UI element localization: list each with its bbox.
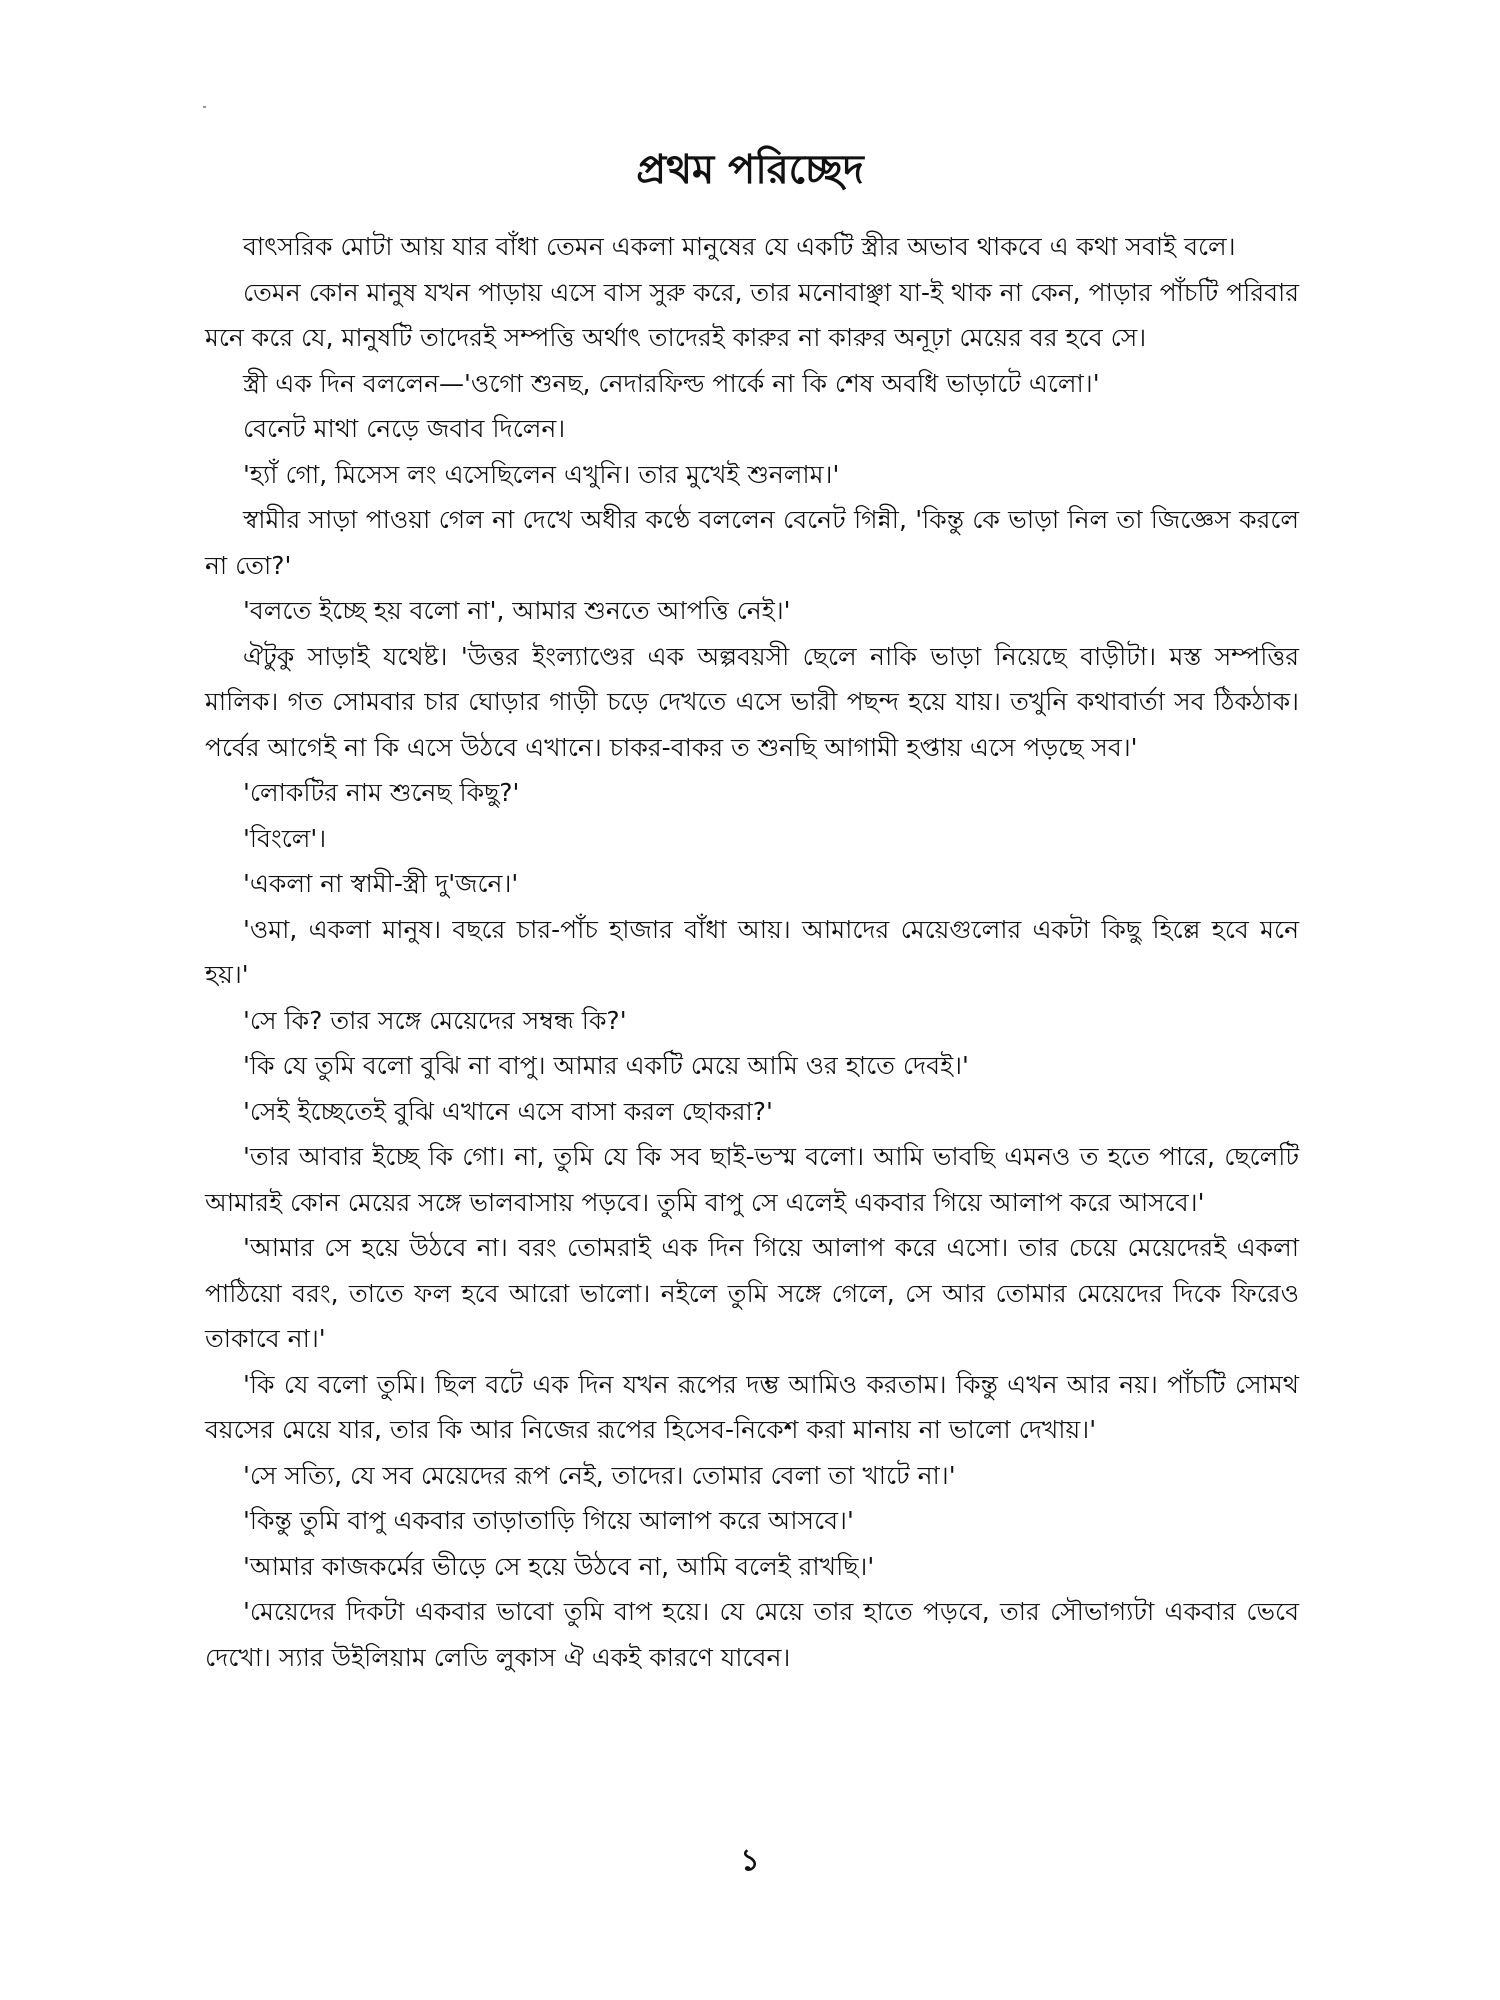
paragraph: 'সে সত্যি, যে সব মেয়েদের রূপ নেই, তাদের। তোমার বেলা তা খাটে না।' <box>243 1460 956 1490</box>
scan-speck <box>203 106 206 108</box>
paragraph: 'বলতে ইচ্ছে হয় বলো না', আমার শুনতে আপত্তি নেই।' <box>243 596 791 625</box>
paragraph: বেনেট মাথা নেড়ে জবাব দিলেন। <box>243 414 566 443</box>
chapter-title: প্রথম পরিচ্ছেদ <box>636 147 864 193</box>
paragraph: 'কি যে বলো তুমি। ছিল বটে এক দিন যখন রূপের দম্ভ আমিও করতাম। কিন্তু এখন আর নয়। পাঁচটি সোমথ বয়সের মেয়ে যার, তার কি আর নিজের রূপের হিসেব-নিকেশ করা মানায় না ভালো দেখায়।' <box>205 1369 1299 1444</box>
paragraph: 'হ্যাঁ গো, মিসেস লং এসেছিলেন এখুনি। তার মুখেই শুনলাম।' <box>243 459 840 489</box>
paragraph: 'ওমা, একলা মানুষ। বছরে চার-পাঁচ হাজার বাঁধা আয়। আমাদের মেয়েগুলোর একটা কিছু হিল্লে হবে মনে হয়।' <box>205 914 1299 989</box>
paragraph: স্বামীর সাড়া পাওয়া গেল না দেখে অধীর কণ্ঠে বললেন বেনেট গিন্নী, 'কিন্তু কে ভাড়া নিল তা জিজ্ঞেস করলে না তো?' <box>205 505 1299 580</box>
paragraph: 'সে কি? তার সঙ্গে মেয়েদের সম্বন্ধ কি?' <box>243 1005 627 1035</box>
paragraph: তেমন কোন মানুষ যখন পাড়ায় এসে বাস সুরু করে, তার মনোবাঞ্ছা যা-ই থাক না কেন, পাড়ার পাঁচটি পরিবার মনে করে যে, মানুষটি তাদেরই সম্পত্তি অর্থাৎ তাদেরই কারুর না কারুর অনূঢ়া মেয়ের বর হবে সে। <box>205 277 1299 352</box>
paragraph: স্ত্রী এক দিন বললেন—'ওগো শুনছ, নেদারফিল্ড পার্কে না কি শেষ অবধি ভাড়াটে এলো।' <box>243 368 1100 398</box>
chapter-body <box>205 224 1299 1680</box>
paragraph: 'তার আবার ইচ্ছে কি গো। না, তুমি যে কি সব ছাই-ভস্ম বলো। আমি ভাবছি এমনও ত হতে পারে, ছেলেটি আমারই কোন মেয়ের সঙ্গে ভালবাসায় পড়বে। তুমি বাপু সে এলেই একবার গিয়ে আলাপ করে আসবে।' <box>205 1142 1299 1217</box>
paragraph: ঐটুকু সাড়াই যথেষ্ট। 'উত্তর ইংল্যাণ্ডের এক অল্পবয়সী ছেলে নাকি ভাড়া নিয়েছে বাড়ীটা। মস্ত সম্পত্তির মালিক। গত সোমবার চার ঘোড়ার গাড়ী চড়ে দেখতে এসে ভারী পছন্দ হয়ে যায়। তখুনি কথাবার্তা সব ঠিকঠাক। পর্বের আগেই না কি এসে উঠবে এখানে। চাকর-বাকর ত শুনছি আগামী হপ্তায় এসে পড়ছে সব।' <box>205 641 1299 762</box>
paragraph: 'বিংলে'। <box>243 823 327 853</box>
paragraph: 'আমার সে হয়ে উঠবে না। বরং তোমরাই এক দিন গিয়ে আলাপ করে এসো। তার চেয়ে মেয়েদেরই একলা পাঠিয়ো বরং, তাতে ফল হবে আরো ভালো। নইলে তুমি সঙ্গে গেলে, সে আর তোমার মেয়েদের দিকে ফিরেও তাকাবে না।' <box>205 1233 1299 1353</box>
paragraph: 'সেই ইচ্ছেতেই বুঝি এখানে এসে বাসা করল ছোকরা?' <box>243 1096 773 1126</box>
paragraph: বাৎসরিক মোটা আয় যার বাঁধা তেমন একলা মানুষের যে একটি স্ত্রীর অভাব থাকবে এ কথা সবাই বলে। <box>243 232 1236 261</box>
paragraph: 'মেয়েদের দিকটা একবার ভাবো তুমি বাপ হয়ে। যে মেয়ে তার হাতে পড়বে, তার সৌভাগ্যটা একবার ভেবে দেখো। স্যার উইলিয়াম লেডি লুকাস ঐ একই কারণে যাবেন। <box>205 1597 1299 1672</box>
paragraph: 'লোকটির নাম শুনেছ কিছু?' <box>243 778 520 807</box>
page-number: ১ <box>740 1843 760 1878</box>
paragraph: 'কি যে তুমি বলো বুঝি না বাপু। আমার একটি মেয়ে আমি ওর হাতে দেবই।' <box>243 1051 969 1080</box>
paragraph: 'আমার কাজকর্মের ভীড়ে সে হয়ে উঠবে না, আমি বলেই রাখছি।' <box>243 1551 875 1581</box>
paragraph: 'কিন্তু তুমি বাপু একবার তাড়াতাড়ি গিয়ে আলাপ করে আসবে।' <box>243 1506 854 1535</box>
paragraph: 'একলা না স্বামী-স্ত্রী দু'জনে।' <box>243 869 519 898</box>
